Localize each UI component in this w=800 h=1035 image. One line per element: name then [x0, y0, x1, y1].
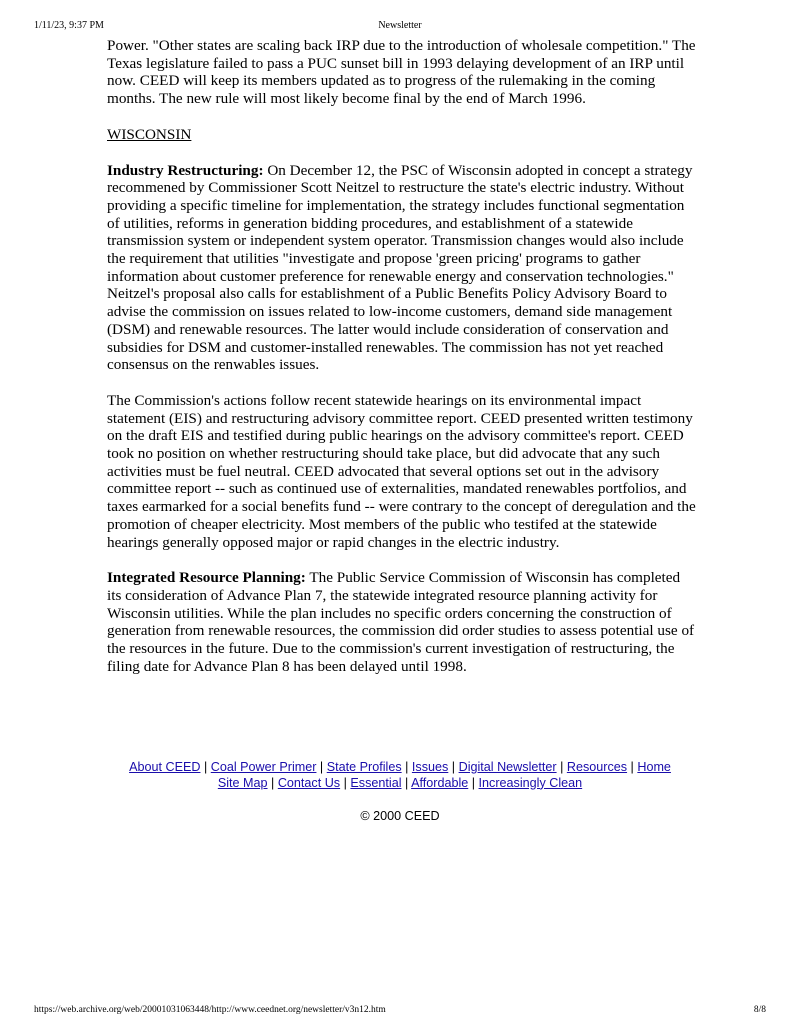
nav-link-resources[interactable]: Resources — [566, 760, 628, 774]
print-title: Newsletter — [378, 20, 422, 31]
copyright-notice: © 2000 CEED — [360, 809, 440, 823]
nav-link-contact-us[interactable]: Contact Us — [277, 775, 341, 790]
nav-link-affordable[interactable]: Affordable — [411, 775, 469, 790]
irp-text: The Public Service Commission of Wisconsin has completed its consideration of Advance Plan 7, the statewide integrated resource planning activity for Wisconsin utilities. While the plan includes no specific orders concerning the construction of generation from renewable resources, the commission did order studies to assess potential use of the resources in the future. Due to the commission's current investigation of restructuring, the filing date for Advance Plan 8 has been delayed until 1998. — [107, 569, 695, 675]
nav-separator: | — [627, 760, 638, 774]
intro-paragraph: Power. "Other states are scaling back IRP due to the introduction of wholesale competition." The Texas legislature failed to pass a PUC sunset bill in 1993 delaying development of an IRP until now. CEED will keep its members updated as to progress of the rulemaking in the coming months. The new rule will most likely become final by the end of March 1996. — [107, 37, 696, 108]
article-body — [107, 37, 697, 694]
restructuring-lead: Industry Restructuring: — [107, 161, 264, 179]
nav-link-increasingly-clean[interactable]: Increasingly Clean — [478, 775, 583, 790]
nav-link-site-map[interactable]: Site Map — [217, 775, 268, 790]
footer-nav-row-2 — [0, 776, 800, 792]
restructuring-text: On December 12, the PSC of Wisconsin adopted in concept a strategy recommened by Commissioner Scott Neitzel to restructure the state's electric industry. Without providing a specific timeline for implementation, the strategy includes functional segmentation of utilities, reforms in generation bidding procedures, and establishment of a statewide transmission system or independent system operator. Transmission changes would also include the requirement that utilities "investigate and propose 'green pricing' programs to gather information about customer preference for renewable energy and conservation technologies." Neitzel's proposal also calls for establishment of a Public Benefits Policy Advisory Board to advise the commission on issues related to low-income customers, demand side management (DSM) and renewable resources. The latter would include consideration of conservation and subsidies for DSM and customer-installed renewables. The commission has not yet reached consensus on the renwables issues. — [107, 161, 693, 374]
nav-link-state-profiles[interactable]: State Profiles — [326, 760, 402, 774]
nav-link-coal-power-primer[interactable]: Coal Power Primer — [210, 760, 317, 774]
nav-separator: | — [468, 775, 479, 790]
nav-separator: | — [340, 775, 351, 790]
print-timestamp: 1/11/23, 9:37 PM — [34, 20, 104, 31]
nav-separator: | — [556, 760, 567, 774]
commission-paragraph: The Commission's actions follow recent statewide hearings on its environmental impact statement (EIS) and restructuring advisory committee report. CEED presented written testimony on the draft EIS and testified during public hearings on the advisory committee's report. CEED took no position on whether restructuring should take place, but did advocate that any such activities must be fuel neutral. CEED advocated that several options set out in the advisory committee report -- such as continued use of externalities, mandated renewables portfolios, and taxes earmarked for a social benefits fund -- were contrary to the concept of deregulation and the promotion of cheaper electricity. Most members of the public who testifed at the statewide hearings generally opposed major or rapid changes in the electric industry. — [107, 391, 696, 551]
restructuring-paragraph — [107, 162, 697, 374]
nav-link-digital-newsletter[interactable]: Digital Newsletter — [458, 760, 557, 774]
nav-separator: | — [316, 760, 327, 774]
section-heading-wisconsin: WISCONSIN — [107, 125, 192, 143]
print-url: https://web.archive.org/web/20001031063448/http://www.ceednet.org/newsletter/v3n12.htm — [34, 1005, 386, 1015]
nav-link-home[interactable]: Home — [637, 760, 671, 774]
nav-link-issues[interactable]: Issues — [411, 760, 449, 774]
nav-separator: | — [401, 760, 412, 774]
nav-link-essential[interactable]: Essential — [350, 775, 402, 790]
nav-separator: | — [200, 760, 211, 774]
nav-separator: | — [267, 775, 278, 790]
irp-lead: Integrated Resource Planning: — [107, 569, 306, 587]
nav-link-about-ceed[interactable]: About CEED — [129, 760, 201, 774]
print-footer — [34, 1005, 766, 1019]
footer-nav-row-1 — [0, 760, 800, 776]
page-number: 8/8 — [753, 1005, 766, 1015]
irp-paragraph — [107, 569, 697, 675]
nav-separator: | — [448, 760, 459, 774]
print-header — [34, 20, 766, 34]
footer-nav — [0, 760, 800, 791]
nav-separator: | — [401, 775, 412, 790]
